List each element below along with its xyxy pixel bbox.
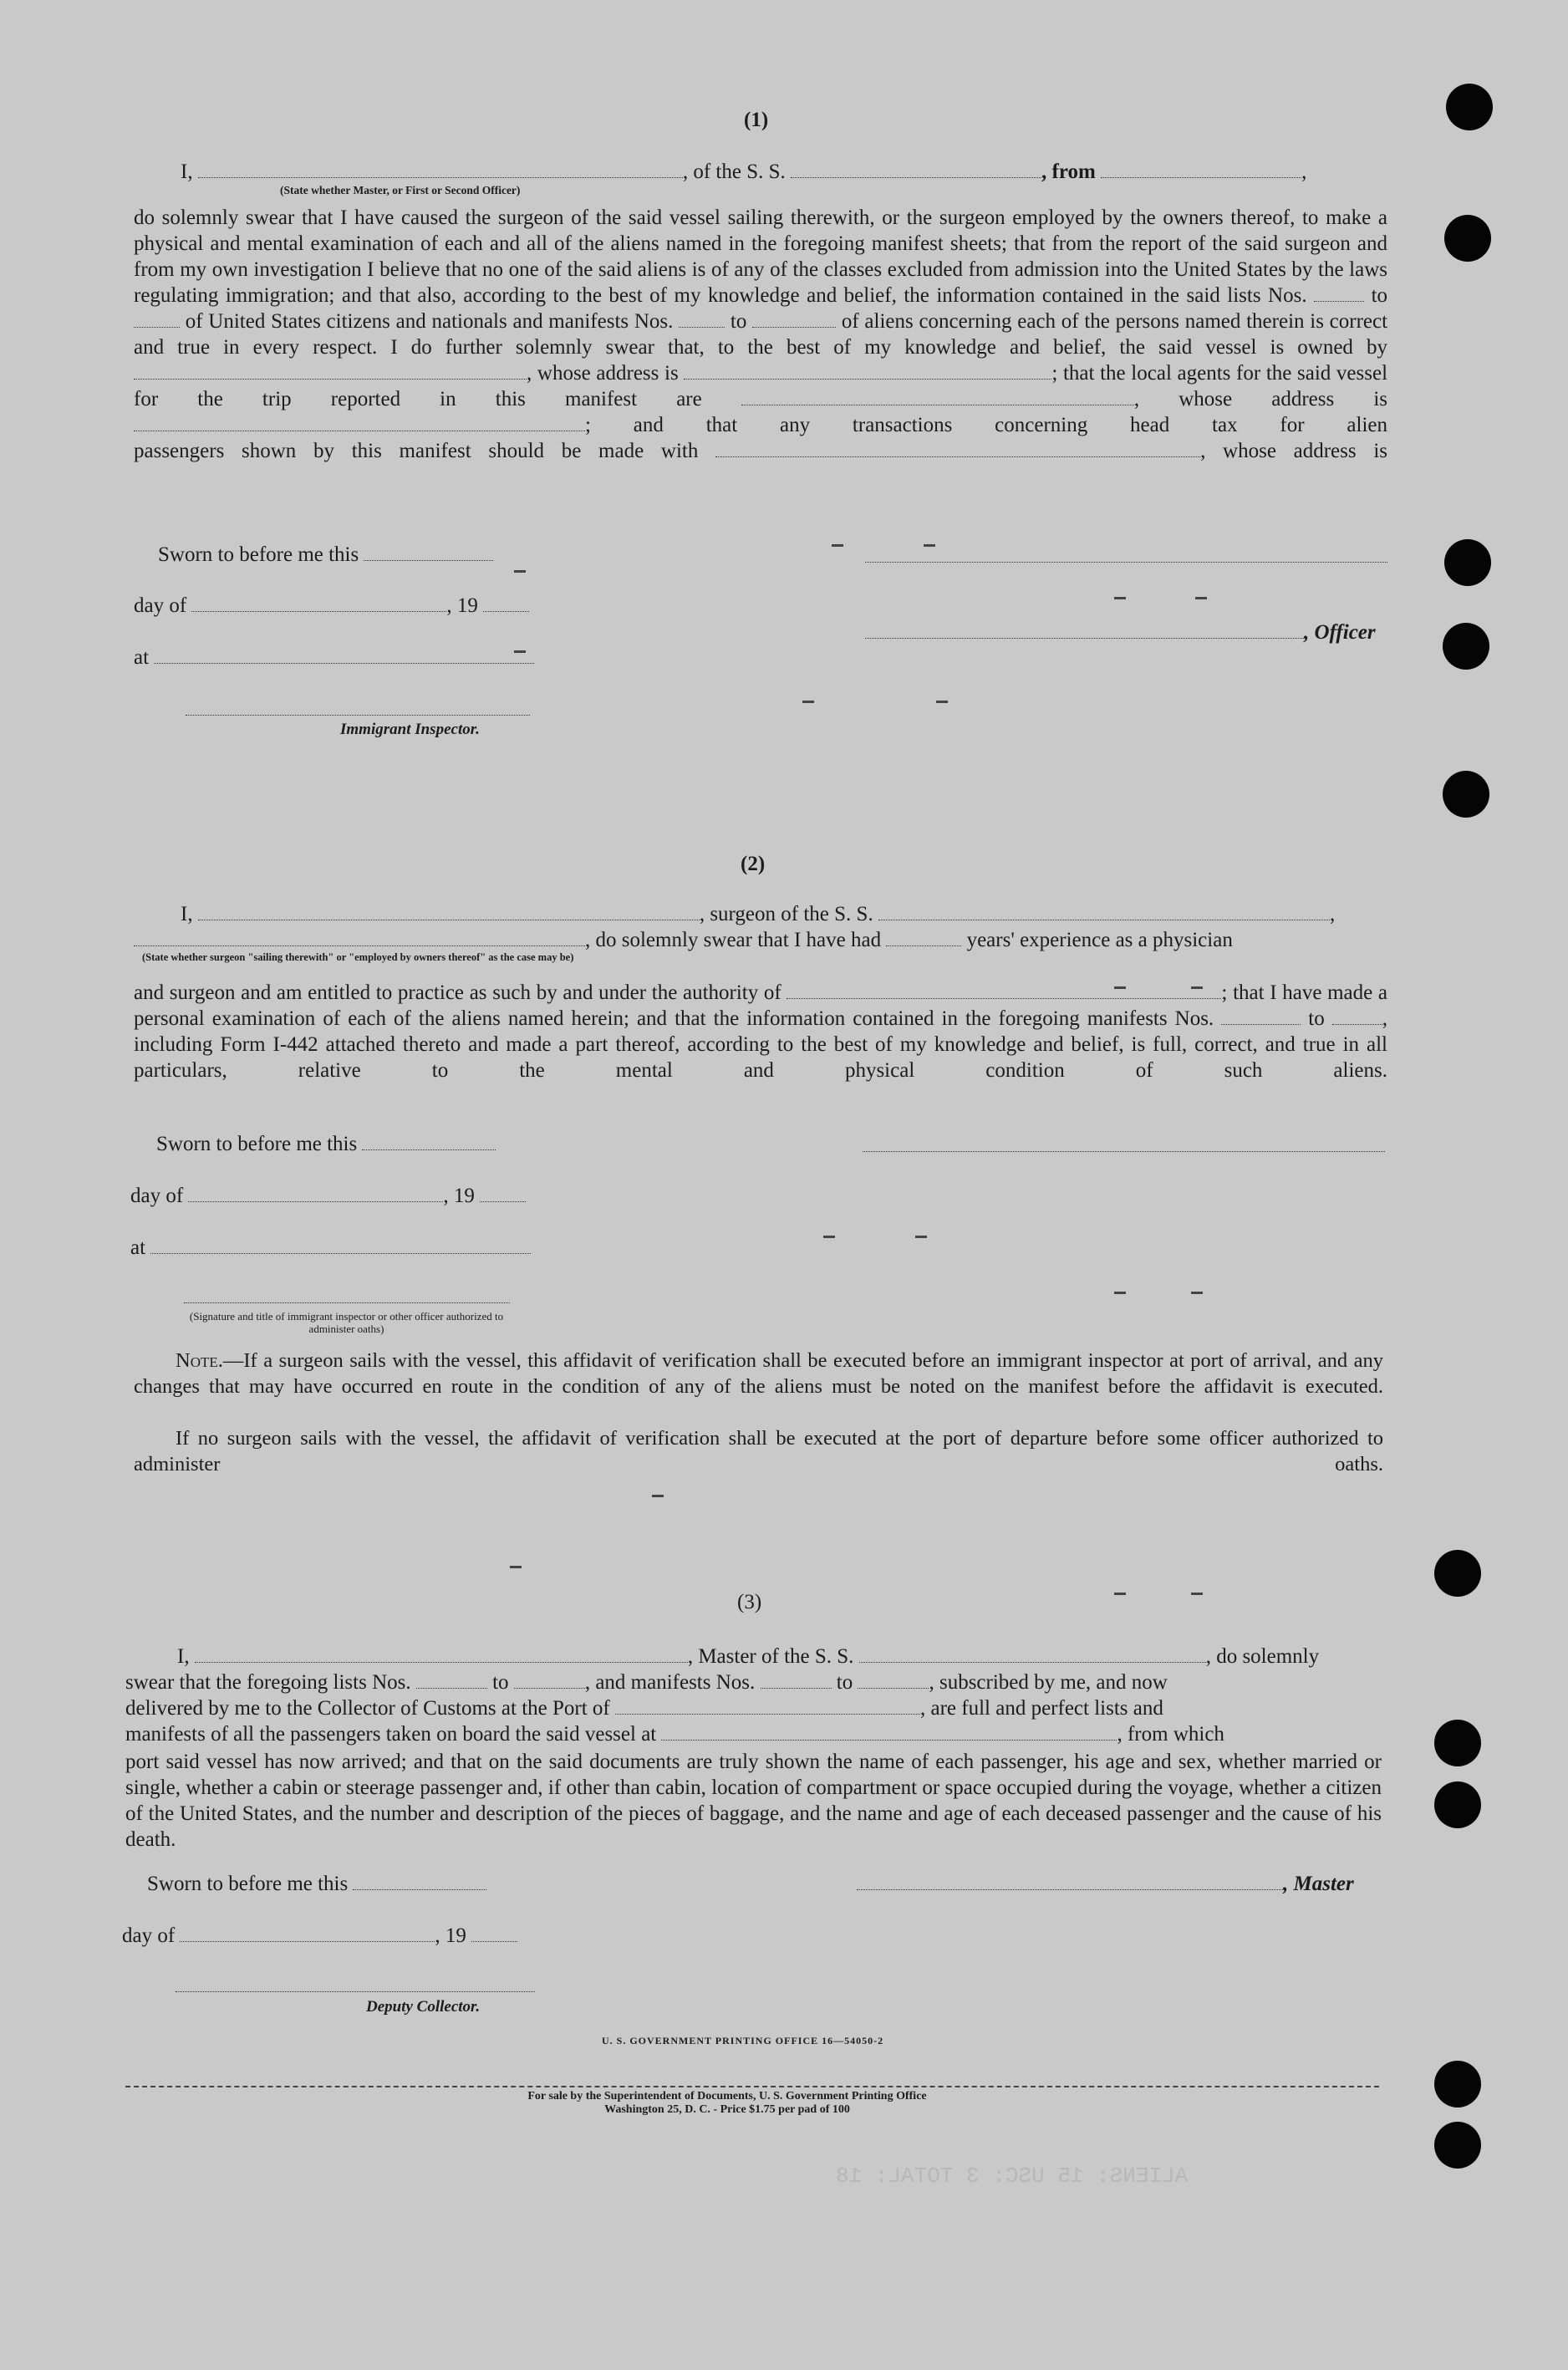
- bleed-through-mark: [514, 650, 526, 653]
- agents-address-field[interactable]: [134, 415, 585, 431]
- section-1-day-of: day of , 19: [134, 594, 529, 618]
- section-2-heading: (2): [741, 853, 766, 875]
- section-2-surgeon-status-field[interactable]: [134, 930, 585, 946]
- section-3-heading: (3): [737, 1591, 762, 1613]
- owner-address-field[interactable]: [684, 364, 1051, 380]
- section-1-officer-line: , Officer: [865, 621, 1376, 645]
- bleed-through-mark: [832, 544, 843, 547]
- section-1-sworn-date-field[interactable]: [364, 545, 493, 561]
- bleed-through-mark: [514, 570, 526, 573]
- section-2-sworn: Sworn to before me this: [156, 1133, 496, 1156]
- from-port-field[interactable]: [1101, 162, 1301, 178]
- printing-office-line: U. S. GOVERNMENT PRINTING OFFICE 16—54050-2: [602, 2035, 884, 2046]
- section-2-day-of: day of , 19: [130, 1185, 526, 1208]
- section-1-heading: (1): [744, 109, 769, 131]
- section-3-sworn: Sworn to before me this: [147, 1873, 486, 1896]
- section-2-authority-field[interactable]: [787, 983, 1221, 999]
- bleed-through-mark: [802, 701, 814, 703]
- head-tax-contact-field[interactable]: [715, 441, 1200, 457]
- binder-hole: [1434, 2122, 1481, 2169]
- local-agents-field[interactable]: [741, 390, 1134, 405]
- section-3-day-field[interactable]: [180, 1926, 435, 1942]
- section-3-collector-signature-line[interactable]: [176, 1991, 535, 1992]
- section-3-master-line: , Master: [857, 1873, 1354, 1896]
- section-3-line-3: delivered by me to the Collector of Customs at the Port of , are full and perfect lists and: [125, 1697, 1163, 1720]
- bleed-through-mark: [915, 1236, 927, 1238]
- binder-hole: [1443, 623, 1489, 670]
- section-3-master-signature-field[interactable]: [857, 1874, 1283, 1890]
- section-1-day-field[interactable]: [191, 596, 446, 612]
- section-2-note-2: If no surgeon sails with the vessel, the affidavit of verification shall be executed at the port of departure before some officer authorized to administer oaths.: [134, 1427, 1383, 1476]
- bleed-through-mark: [1195, 597, 1207, 599]
- section-3-departure-port-field[interactable]: [661, 1725, 1117, 1741]
- bleed-through-mark: [1191, 1593, 1203, 1595]
- footer-divider: [125, 2086, 1379, 2087]
- section-3-manifests-from-field[interactable]: [761, 1673, 832, 1689]
- section-2-year-field[interactable]: [480, 1186, 526, 1202]
- section-1-line-1: I, , of the S. S. , from ,: [181, 161, 1307, 183]
- vessel-owner-field[interactable]: [134, 364, 527, 380]
- section-1-place-field[interactable]: [154, 648, 534, 664]
- section-2-at: at: [130, 1236, 531, 1260]
- section-3-sworn-date-field[interactable]: [353, 1874, 486, 1890]
- section-3-vessel-field[interactable]: [859, 1647, 1206, 1663]
- bleed-through-mark: [1191, 986, 1203, 989]
- footer-text: For sale by the Superintendent of Documents, U. S. Government Printing Office Washington 25, D. C. - Price $1.75 per pad of 100: [527, 2090, 927, 2116]
- section-1-at: at: [134, 646, 534, 670]
- section-2-sworn-date-field[interactable]: [362, 1134, 496, 1150]
- lists-from-field[interactable]: [1314, 286, 1364, 302]
- section-2-surgeon-name-field[interactable]: [198, 905, 700, 920]
- section-1-sworn: Sworn to before me this: [158, 543, 493, 567]
- section-1-inspector-caption: Immigrant Inspector.: [340, 721, 480, 738]
- section-1-inspector-signature-line[interactable]: [186, 715, 530, 716]
- section-1-officer-title-field[interactable]: [865, 623, 1304, 639]
- bleed-through-mark: [1114, 986, 1126, 989]
- section-2-paragraph: and surgeon and am entitled to practice as such by and under the authority of ; that I have made a personal examination of each of the aliens named herein; and that the information contained in the foregoing manifests Nos. to , including Form I-442 attached thereto and made a part thereof, according to the best of my knowledge and belief, is full, correct, and true in all particulars, relative to the mental and physical condition of such aliens.: [134, 981, 1388, 1082]
- section-3-master-name-field[interactable]: [195, 1647, 688, 1663]
- section-1-officer-note: (State whether Master, or First or Second Officer): [280, 184, 521, 196]
- binder-hole: [1434, 2061, 1481, 2108]
- section-2-manifests-from-field[interactable]: [1221, 1009, 1301, 1025]
- section-3-collector-caption: Deputy Collector.: [366, 1998, 481, 2016]
- binder-hole: [1444, 215, 1491, 262]
- section-2-vessel-field[interactable]: [878, 905, 1330, 920]
- section-2-officer-signature-line[interactable]: [184, 1302, 510, 1303]
- bleed-through-mark: [1191, 1292, 1203, 1294]
- section-2-line-1: I, , surgeon of the S. S. ,: [181, 903, 1336, 925]
- section-2-surgeon-signature-line[interactable]: [863, 1151, 1385, 1152]
- officer-name-field[interactable]: [198, 162, 683, 178]
- binder-hole: [1434, 1781, 1481, 1828]
- section-3-line-1: I, , Master of the S. S. , do solemnly: [177, 1645, 1320, 1668]
- section-2-years-field[interactable]: [886, 930, 961, 946]
- section-3-manifests-to-field[interactable]: [858, 1673, 929, 1689]
- vessel-name-field[interactable]: [791, 162, 1041, 178]
- bleed-through-mark: [510, 1566, 522, 1568]
- section-3-paragraph: port said vessel has now arrived; and that on the said documents are truly shown the name of each passenger, his age and sex, whether married or single, whether a cabin or steerage passenger and, if other than cabin, location of compartment or space occupied during the voyage, whether a citizen of the United States, and the number and description of the pieces of baggage, and the name and age of each deceased passenger and the cause of his death.: [125, 1751, 1382, 1851]
- binder-hole: [1434, 1720, 1481, 1766]
- section-2-note: Note.—If a surgeon sails with the vessel, this affidavit of verification shall be executed before an immigrant inspector at port of arrival, and any changes that may have occurred en route in the condition of any of the aliens must be noted on the manifest before the affidavit is executed.: [134, 1349, 1383, 1398]
- section-2-surgeon-note: (State whether surgeon "sailing therewith" or "employed by owners thereof" as the case may be): [142, 951, 574, 963]
- section-3-line-4: manifests of all the passengers taken on board the said vessel at , from which: [125, 1723, 1224, 1746]
- section-2-place-field[interactable]: [150, 1238, 531, 1254]
- section-3-line-2: swear that the foregoing lists Nos. to , and manifests Nos. to , subscribed by me, and now: [125, 1671, 1168, 1694]
- binder-hole: [1434, 1550, 1481, 1597]
- binder-hole: [1446, 84, 1493, 130]
- binder-hole: [1444, 539, 1491, 586]
- section-3-port-field[interactable]: [615, 1699, 920, 1715]
- bleed-through-mark: [1114, 597, 1126, 599]
- bleed-through-mark: [924, 544, 935, 547]
- section-3-lists-to-field[interactable]: [514, 1673, 585, 1689]
- section-3-day-of: day of , 19: [122, 1924, 517, 1948]
- lists-to-field[interactable]: [134, 312, 180, 328]
- section-2-line-2: , do solemnly swear that I have had years' experience as a physician: [134, 929, 1233, 952]
- section-3-year-field[interactable]: [471, 1926, 517, 1942]
- bleed-through-mark: [652, 1495, 664, 1497]
- bleed-through-mark: [823, 1236, 835, 1238]
- section-1-paragraph: do solemnly swear that I have caused the surgeon of the said vessel sailing therewith, or the surgeon employed by the owners thereof, to make a physical and mental examination of each and all of the aliens named in the foregoing manifest sheets; that from the report of the said surgeon and from my own investigation I believe that no one of the said aliens is of any of the classes excluded from admission into the United States by the laws regulating immigration; and that also, according to the best of my knowledge and belief, the information contained in the said lists Nos. to of United States citizens and nationals and manifests Nos. to of aliens concerning each of the persons named therein is correct and true in every respect. I do further solemnly swear that, to the best of my knowledge and belief, the said vessel is owned by , whose address is ; that the local agents for the said vessel for the trip reported in this manifest are , whose address is ; and that any transactions concerning head tax for alien passengers shown by this manifest should be made with , whose address is: [134, 206, 1388, 462]
- bleed-through-mark: [936, 701, 948, 703]
- bleed-through-mark: [1114, 1292, 1126, 1294]
- manifests-from-field[interactable]: [679, 312, 725, 328]
- bleed-through-mark: [1114, 1593, 1126, 1595]
- section-2-signature-note: (Signature and title of immigrant inspector or other officer authorized to administer oaths): [189, 1310, 504, 1335]
- manifests-to-field[interactable]: [752, 312, 836, 328]
- section-2-manifests-to-field[interactable]: [1332, 1009, 1382, 1025]
- section-3-lists-from-field[interactable]: [416, 1673, 487, 1689]
- section-1-officer-signature-line-1[interactable]: [865, 562, 1387, 563]
- bleed-through-text: ALIENS: 15 USC: 3 TOTAL: 18: [836, 2164, 1189, 2189]
- section-2-day-field[interactable]: [188, 1186, 443, 1202]
- binder-hole: [1443, 771, 1489, 818]
- section-1-year-field[interactable]: [483, 596, 529, 612]
